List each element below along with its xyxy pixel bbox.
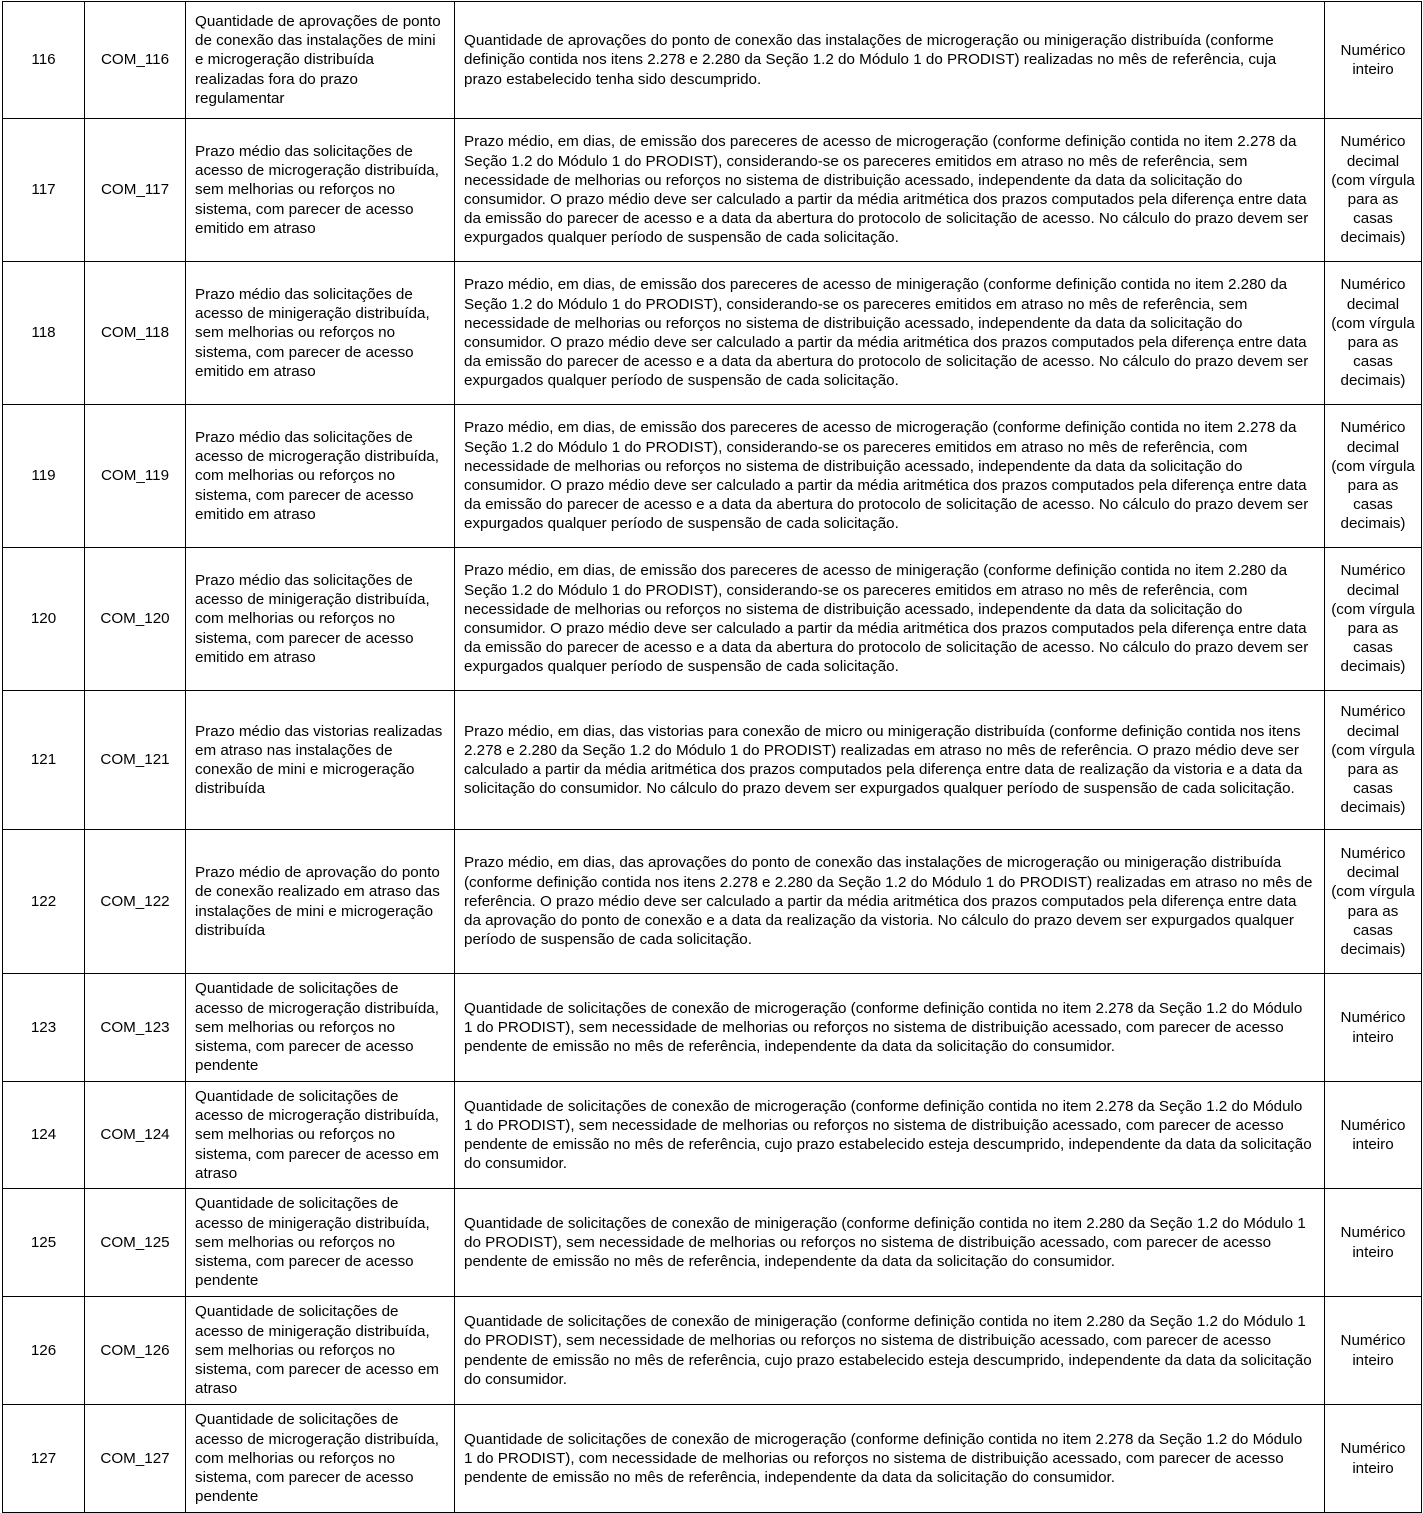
indicator-name: Prazo médio das solicitações de acesso de minigeração distribuída, com melhorias ou reforços no sistema, com parecer de acesso emitido em atraso [186,548,455,691]
indicator-description: Quantidade de solicitações de conexão de microgeração (conforme definição contida no item 2.278 da Seção 1.2 do Módulo 1 do PRODIST), sem necessidade de melhorias ou reforços no sistema de distribuição acessado, com parecer de acesso pendente de emissão no mês de referência, cujo prazo estabelecido esteja descumprido, independente da data da solicitação do consumidor. [455,1082,1325,1189]
table-row [3,1189,1422,1297]
table-row [3,830,1422,974]
data-type: Numérico decimal (com vírgula para as casas decimais) [1325,262,1422,405]
data-type: Numérico inteiro [1325,2,1422,119]
row-number: 124 [3,1082,85,1189]
indicator-name: Prazo médio das solicitações de acesso de microgeração distribuída, sem melhorias ou reforços no sistema, com parecer de acesso emitido em atraso [186,119,455,262]
indicator-name: Prazo médio de aprovação do ponto de conexão realizado em atraso das instalações de mini e microgeração distribuída [186,830,455,974]
indicator-code: COM_127 [85,1405,186,1513]
data-type: Numérico decimal (com vírgula para as casas decimais) [1325,830,1422,974]
row-number: 116 [3,2,85,119]
row-number: 123 [3,974,85,1082]
indicator-code: COM_116 [85,2,186,119]
indicator-description: Prazo médio, em dias, de emissão dos pareceres de acesso de microgeração (conforme definição contida no item 2.278 da Seção 1.2 do Módulo 1 do PRODIST), considerando-se os pareceres emitidos em atraso no mês de referência, sem necessidade de melhorias ou reforços no sistema de distribuição acessado, independente da data da solicitação do consumidor. O prazo médio deve ser calculado a partir da média aritmética dos prazos computados pela diferença entre data da emissão do parecer de acesso e a data da abertura do protocolo de solicitação de acesso. No cálculo do prazo devem ser expurgados qualquer período de suspensão de cada solicitação. [455,119,1325,262]
table-row [3,548,1422,691]
indicator-name: Quantidade de solicitações de acesso de minigeração distribuída, sem melhorias ou reforços no sistema, com parecer de acesso em atraso [186,1297,455,1405]
indicator-description: Prazo médio, em dias, das aprovações do ponto de conexão das instalações de microgeração ou minigeração distribuída (conforme definição contida nos itens 2.278 e 2.280 da Seção 1.2 do Módulo 1 do PRODIST) realizadas em atraso no mês de referência. O prazo médio deve ser calculado a partir da média aritmética dos prazos computados pela diferença entre data da aprovação do ponto de conexão e a data da realização da vistoria. No cálculo do prazo devem ser expurgados qualquer período de suspensão de cada solicitação. [455,830,1325,974]
row-number: 121 [3,691,85,830]
table-row [3,262,1422,405]
row-number: 122 [3,830,85,974]
data-type: Numérico decimal (com vírgula para as casas decimais) [1325,691,1422,830]
table-row [3,2,1422,119]
indicator-description: Prazo médio, em dias, de emissão dos pareceres de acesso de minigeração (conforme definição contida no item 2.280 da Seção 1.2 do Módulo 1 do PRODIST), considerando-se os pareceres emitidos em atraso no mês de referência, com necessidade de melhorias ou reforços no sistema de distribuição acessado, independente da data da solicitação do consumidor. O prazo médio deve ser calculado a partir da média aritmética dos prazos computados pela diferença entre data da emissão do parecer de acesso e a data da abertura do protocolo de solicitação de acesso. No cálculo do prazo devem ser expurgados qualquer período de suspensão de cada solicitação. [455,548,1325,691]
indicator-code: COM_118 [85,262,186,405]
indicator-description: Quantidade de solicitações de conexão de minigeração (conforme definição contida no item 2.280 da Seção 1.2 do Módulo 1 do PRODIST), sem necessidade de melhorias ou reforços no sistema de distribuição acessado, com parecer de acesso pendente de emissão no mês de referência, cujo prazo estabelecido esteja descumprido, independente da data da solicitação do consumidor. [455,1297,1325,1405]
row-number: 120 [3,548,85,691]
indicator-name: Quantidade de solicitações de acesso de microgeração distribuída, sem melhorias ou reforços no sistema, com parecer de acesso pendente [186,974,455,1082]
row-number: 119 [3,405,85,548]
indicator-code: COM_119 [85,405,186,548]
data-type: Numérico decimal (com vírgula para as casas decimais) [1325,119,1422,262]
indicator-name: Prazo médio das solicitações de acesso de microgeração distribuída, com melhorias ou reforços no sistema, com parecer de acesso emitido em atraso [186,405,455,548]
indicator-name: Quantidade de aprovações de ponto de conexão das instalações de mini e microgeração distribuída realizadas fora do prazo regulamentar [186,2,455,119]
indicator-code: COM_117 [85,119,186,262]
table-row [3,691,1422,830]
table-row [3,405,1422,548]
row-number: 118 [3,262,85,405]
indicator-spec-table [2,1,1422,1513]
row-number: 126 [3,1297,85,1405]
indicator-name: Quantidade de solicitações de acesso de microgeração distribuída, com melhorias ou reforços no sistema, com parecer de acesso pendente [186,1405,455,1513]
indicator-description: Prazo médio, em dias, de emissão dos pareceres de acesso de microgeração (conforme definição contida no item 2.278 da Seção 1.2 do Módulo 1 do PRODIST), considerando-se os pareceres emitidos em atraso no mês de referência, com necessidade de melhorias ou reforços no sistema de distribuição acessado, independente da data da solicitação do consumidor. O prazo médio deve ser calculado a partir da média aritmética dos prazos computados pela diferença entre data da emissão do parecer de acesso e a data da abertura do protocolo de solicitação de acesso. No cálculo do prazo devem ser expurgados qualquer período de suspensão de cada solicitação. [455,405,1325,548]
row-number: 125 [3,1189,85,1297]
data-type: Numérico inteiro [1325,1405,1422,1513]
indicator-code: COM_120 [85,548,186,691]
indicator-code: COM_124 [85,1082,186,1189]
row-number: 117 [3,119,85,262]
indicator-description: Prazo médio, em dias, das vistorias para conexão de micro ou minigeração distribuída (conforme definição contida nos itens 2.278 e 2.280 da Seção 1.2 do Módulo 1 do PRODIST) realizadas em atraso no mês de referência. O prazo médio deve ser calculado a partir da média aritmética dos prazos computados pela diferença entre data de realização da vistoria e a data da solicitação do consumidor. No cálculo do prazo devem ser expurgados qualquer período de suspensão de cada solicitação. [455,691,1325,830]
indicator-code: COM_123 [85,974,186,1082]
table-row [3,1297,1422,1405]
data-type: Numérico decimal (com vírgula para as casas decimais) [1325,405,1422,548]
table-row [3,1405,1422,1513]
indicator-code: COM_122 [85,830,186,974]
data-type: Numérico inteiro [1325,974,1422,1082]
indicator-name: Quantidade de solicitações de acesso de microgeração distribuída, sem melhorias ou reforços no sistema, com parecer de acesso em atraso [186,1082,455,1189]
indicator-name: Prazo médio das vistorias realizadas em atraso nas instalações de conexão de mini e microgeração distribuída [186,691,455,830]
data-type: Numérico decimal (com vírgula para as casas decimais) [1325,548,1422,691]
data-type: Numérico inteiro [1325,1189,1422,1297]
table-row [3,1082,1422,1189]
table-row [3,119,1422,262]
indicator-description: Quantidade de solicitações de conexão de microgeração (conforme definição contida no item 2.278 da Seção 1.2 do Módulo 1 do PRODIST), com necessidade de melhorias ou reforços no sistema de distribuição acessado, com parecer de acesso pendente de emissão no mês de referência, independente da data da solicitação do consumidor. [455,1405,1325,1513]
indicator-description: Quantidade de solicitações de conexão de microgeração (conforme definição contida no item 2.278 da Seção 1.2 do Módulo 1 do PRODIST), sem necessidade de melhorias ou reforços no sistema de distribuição acessado, com parecer de acesso pendente de emissão no mês de referência, independente da data da solicitação do consumidor. [455,974,1325,1082]
data-type: Numérico inteiro [1325,1082,1422,1189]
data-type: Numérico inteiro [1325,1297,1422,1405]
indicator-name: Prazo médio das solicitações de acesso de minigeração distribuída, sem melhorias ou reforços no sistema, com parecer de acesso emitido em atraso [186,262,455,405]
table-row [3,974,1422,1082]
indicator-description: Quantidade de solicitações de conexão de minigeração (conforme definição contida no item 2.280 da Seção 1.2 do Módulo 1 do PRODIST), sem necessidade de melhorias ou reforços no sistema de distribuição acessado, com parecer de acesso pendente de emissão no mês de referência, independente da data da solicitação do consumidor. [455,1189,1325,1297]
indicator-code: COM_126 [85,1297,186,1405]
indicator-code: COM_125 [85,1189,186,1297]
indicator-name: Quantidade de solicitações de acesso de minigeração distribuída, sem melhorias ou reforços no sistema, com parecer de acesso pendente [186,1189,455,1297]
indicator-code: COM_121 [85,691,186,830]
indicator-description: Prazo médio, em dias, de emissão dos pareceres de acesso de minigeração (conforme definição contida no item 2.280 da Seção 1.2 do Módulo 1 do PRODIST), considerando-se os pareceres emitidos em atraso no mês de referência, sem necessidade de melhorias ou reforços no sistema de distribuição acessado, independente da data da solicitação do consumidor. O prazo médio deve ser calculado a partir da média aritmética dos prazos computados pela diferença entre data da emissão do parecer de acesso e a data da abertura do protocolo de solicitação de acesso. No cálculo do prazo devem ser expurgados qualquer período de suspensão de cada solicitação. [455,262,1325,405]
row-number: 127 [3,1405,85,1513]
indicator-description: Quantidade de aprovações do ponto de conexão das instalações de microgeração ou minigeração distribuída (conforme definição contida nos itens 2.278 e 2.280 da Seção 1.2 do Módulo 1 do PRODIST) realizadas no mês de referência, cuja prazo estabelecido tenha sido descumprido. [455,2,1325,119]
